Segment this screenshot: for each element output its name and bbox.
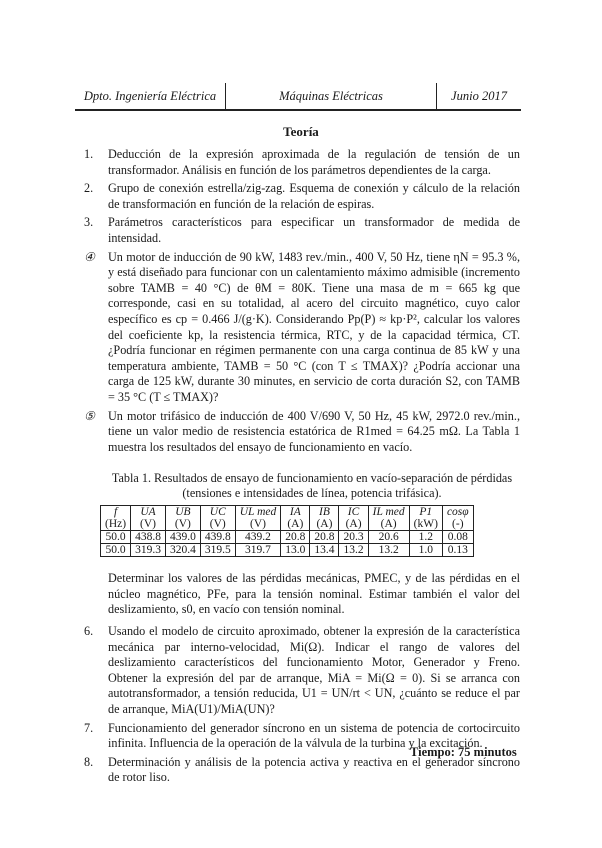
column-header: [339, 506, 368, 531]
table-row: [101, 531, 474, 544]
header-symbol: IL med: [372, 506, 405, 519]
table-cell: 319.5: [200, 544, 235, 557]
header-symbol: UC: [209, 506, 226, 519]
column-header: [200, 506, 235, 531]
table-cell: 0.08: [442, 531, 473, 544]
question-text: Parámetros característicos para especificar un transformador de medida de intensidad.: [108, 215, 520, 245]
header-unit: (A): [345, 518, 362, 531]
department: Dpto. Ingeniería Eléctrica: [75, 83, 226, 109]
header-unit: (Hz): [105, 518, 127, 531]
exam-date: Junio 2017: [451, 88, 507, 103]
header-unit: (A): [380, 518, 397, 531]
table-cell: 20.8: [310, 531, 339, 544]
column-header: [235, 506, 281, 531]
header-unit: (kW): [413, 518, 438, 531]
exam-header: [75, 83, 521, 111]
question-text: Usando el modelo de circuito aproximado, obtener la expresión de la característica mecánica par interno-velocidad, Mi(Ω). Indicar el rango de valores del deslizamiento característicos del funcionamiento Motor, Generador y Freno. Obtener la expresión del par de arranque, MiA = Mi(Ω = 0). Si se arranca con autotransformador, a tensión reducida, U1 = UN/rt < UN, ¿cuánto se reduce el par de arranque, MiA(U1)/MiA(UN)?: [108, 624, 520, 717]
header-unit: (A): [287, 518, 304, 531]
table-cell: 20.3: [339, 531, 368, 544]
table-cell: 319.3: [131, 544, 166, 557]
question-item: [84, 624, 520, 718]
question-item: [84, 250, 520, 406]
header-symbol: UL med: [239, 506, 277, 519]
header-unit: (-): [452, 518, 464, 531]
table-row: [101, 544, 474, 557]
question-text: Deducción de la expresión aproximada de la regulación de tensión de un transformador. Análisis en función de los parámetros dependientes de la carga.: [108, 147, 520, 177]
column-header: [131, 506, 166, 531]
table-cell: 13.2: [339, 544, 368, 557]
subject: Máquinas Eléctricas: [226, 83, 437, 109]
question-item: [84, 215, 520, 246]
table-cell: 0.13: [442, 544, 473, 557]
question-item: [84, 409, 520, 456]
question-text: Funcionamiento del generador síncrono en un sistema de potencia de cortocircuito infinita. Influencia de la operación de la válvula de la turbina y la excitación.: [108, 720, 520, 751]
column-header: [101, 506, 131, 531]
table-cell: 439.2: [235, 531, 281, 544]
question-text: Un motor trifásico de inducción de 400 V/690 V, 50 Hz, 45 kW, 2972.0 rev./min., tiene un valor medio de resistencia estatórica de R1med = 64.25 mΩ. La Tabla 1 muestra los resultados del ensayo de funcionamiento en vacío.: [108, 408, 520, 454]
question-number: 6.: [84, 624, 94, 639]
header-symbol: IC: [347, 506, 360, 519]
question-text: Determinación y análisis de la potencia activa y reactiva en el generador síncrono de rotor liso.: [108, 754, 520, 785]
header-symbol: f: [113, 506, 118, 519]
header-symbol: UB: [175, 506, 191, 519]
question-number: 2.: [84, 181, 94, 196]
table-cell: 1.0: [409, 544, 442, 557]
table-cell: 50.0: [101, 544, 131, 557]
header-symbol: IB: [318, 506, 330, 519]
table-cell: 439.0: [165, 531, 200, 544]
question-5-continuation: Determinar los valores de las pérdidas mecánicas, PMEC, y de las pérdidas en el núcleo magnético, PFe, para la tensión nominal. Estimar también el valor del deslizamiento, s0, en vacío con tensión nominal.: [108, 571, 520, 617]
table-cell: 20.8: [281, 531, 310, 544]
question-number: ⑤: [84, 408, 95, 423]
header-symbol: P1: [419, 506, 433, 519]
table-cell: 1.2: [409, 531, 442, 544]
column-header: [310, 506, 339, 531]
question-number: 8.: [84, 754, 94, 769]
header-unit: (A): [316, 518, 333, 531]
question-text: Un motor de inducción de 90 kW, 1483 rev./min., 400 V, 50 Hz, tiene ηN = 95.3 %, y está diseñado para funcionar con un calentamiento máximo admisible (incremento sobre TAMB = 40 °C) de θM = 80K. Tiene una masa de m = 665 kg que corresponde, casi en su totalidad, al acero del circuito magnético, cuyo calor específico es cp = 0.466 J/(g·K). Considerando Pp(P) ≈ kp·P², calcular los valores del coeficiente kp, la resistencia térmica, RTC, y de la capacidad térmica, CT. ¿Podría funcionar en régimen permanente con una carga continua de 85 kW y una temperatura ambiente, TAMB = 50 °C (con T ≤ TMAX)? ¿Podría accionar una carga de 125 kW, durante 30 minutes, en servicio de corta duración S2, con TAMB = 35 °C (T ≤ TMAX)?: [108, 249, 520, 404]
question-item: [84, 181, 520, 212]
question-number: 3.: [84, 215, 94, 230]
header-unit: (V): [209, 518, 226, 531]
table-cell: 13.4: [310, 544, 339, 557]
question-item: [84, 147, 520, 178]
section-title: Teoría: [283, 124, 319, 139]
header-symbol: IA: [289, 506, 301, 519]
column-header: [409, 506, 442, 531]
question-text: Grupo de conexión estrella/zig-zag. Esquema de conexión y cálculo de la relación de transformación en función de la relación de espiras.: [108, 181, 520, 211]
column-header: [165, 506, 200, 531]
question-number: 1.: [84, 147, 94, 161]
column-header: [368, 506, 409, 531]
table-cell: 320.4: [165, 544, 200, 557]
header-unit: (V): [174, 518, 191, 531]
column-header: [442, 506, 473, 531]
table-cell: 50.0: [101, 531, 131, 544]
table-cell: 319.7: [235, 544, 281, 557]
table-cell: 439.8: [200, 531, 235, 544]
table-cell: 13.0: [281, 544, 310, 557]
exam-time: Tiempo: 75 minutos: [410, 745, 517, 759]
question-number: 7.: [84, 720, 94, 735]
header-symbol: UA: [140, 506, 156, 519]
table-cell: 438.8: [131, 531, 166, 544]
table-caption: Tabla 1. Resultados de ensayo de funcionamiento en vacío-separación de pérdidas (tensiones e intensidades de línea, potencia trifásica).: [111, 471, 513, 501]
table-cell: 13.2: [368, 544, 409, 557]
header-unit: (V): [140, 518, 156, 531]
question-list: [84, 147, 520, 789]
header-symbol: cosφ: [446, 506, 469, 519]
no-load-test-table: [100, 505, 474, 557]
question-number: ④: [84, 249, 95, 264]
table-cell: 20.6: [368, 531, 409, 544]
column-header: [281, 506, 310, 531]
header-unit: (V): [249, 518, 266, 531]
